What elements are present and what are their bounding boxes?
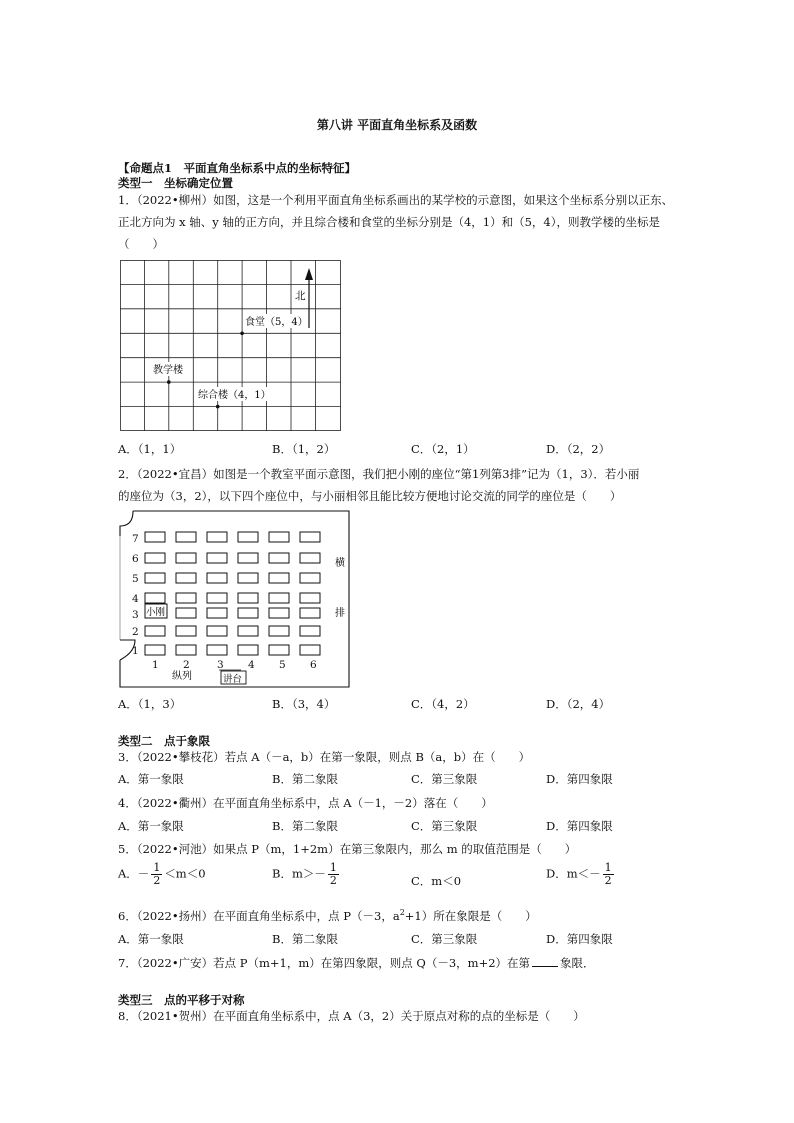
complex-building-point xyxy=(216,405,220,409)
col-label-4: 4 xyxy=(248,659,255,671)
q5-d-prefix: D．m＜－ xyxy=(546,866,601,881)
q6-option-c: C．第三象限 xyxy=(411,932,478,946)
q6-option-b: B．第二象限 xyxy=(272,932,338,946)
q7-answer-blank[interactable] xyxy=(532,966,558,967)
q2-option-c: C．（4，2） xyxy=(411,697,475,711)
col-label-1: 1 xyxy=(152,659,159,671)
section-heading-1: 【命题点1 平面直角坐标系中点的坐标特征】 xyxy=(118,161,356,175)
q3-option-c: C．第三象限 xyxy=(411,772,478,786)
row-axis-label-heng: 横 xyxy=(335,558,345,569)
q1-option-d: D．（2，2） xyxy=(546,442,611,456)
q6-superscript: 2 xyxy=(399,908,405,918)
q2-option-a: A．（1，3） xyxy=(118,697,182,711)
canteen-label: 食堂（5，4） xyxy=(245,317,308,328)
q8-text: 8．（2021•贺州）在平面直角坐标系中，点 A（3，2）关于原点对称的点的坐标是（ ） xyxy=(118,1009,585,1023)
q2-option-d: D．（2，4） xyxy=(546,697,611,711)
row-label-3: 3 xyxy=(132,609,139,621)
q5-a-suffix: ＜m＜0 xyxy=(164,866,206,881)
q2-option-b: B．（3，4） xyxy=(272,697,336,711)
q1-line1: 1．（2022•柳州）如图，这是一个利用平面直角坐标系画出的某学校的示意图，如果这个坐标系分别以正东、 xyxy=(118,193,674,207)
page-title: 第八讲 平面直角坐标系及函数 xyxy=(316,118,478,132)
podium-label: 讲台 xyxy=(223,674,243,685)
north-label: 北 xyxy=(295,290,306,302)
row-label-4: 4 xyxy=(132,593,139,605)
q4-text: 4．（2022•衢州）在平面直角坐标系中，点 A（－1，－2）落在（ ） xyxy=(118,796,493,810)
q5-option-a xyxy=(118,862,206,887)
q3-text: 3．（2022•攀枝花）若点 A（－a，b）在第一象限，则点 B（a，b）在（ ） xyxy=(118,750,531,764)
col-label-5: 5 xyxy=(279,659,286,671)
q4-option-a: A．第一象限 xyxy=(118,819,184,833)
q6-text-post: +1）所在象限是（ ） xyxy=(404,909,537,923)
type1-heading: 类型一 坐标确定位置 xyxy=(118,176,233,190)
q2-classroom-figure xyxy=(119,510,351,688)
complex-building-label: 综合楼（4，1） xyxy=(198,390,271,401)
q1-line3: （ ） xyxy=(118,237,164,251)
fraction-one-half xyxy=(328,862,339,887)
q6-text-pre: 6．（2022•扬州）在平面直角坐标系中，点 P（－3，a xyxy=(118,909,400,923)
fraction-numerator: 1 xyxy=(153,861,161,874)
q5-text: 5．（2022•河池）如果点 P（m，1+2m）在第三象限内，那么 m 的取值范围是（ ） xyxy=(118,842,577,856)
row-axis-label-pai: 排 xyxy=(335,608,345,619)
q3-option-a: A．第一象限 xyxy=(118,772,184,786)
fraction-one-half xyxy=(151,862,162,887)
col-label-2: 2 xyxy=(183,659,190,671)
q4-option-b: B．第二象限 xyxy=(272,819,338,833)
type2-heading: 类型二 点于象限 xyxy=(118,734,210,748)
type3-heading: 类型三 点的平移于对称 xyxy=(118,993,245,1007)
q6-text xyxy=(118,908,537,924)
teaching-building-label: 教学楼 xyxy=(153,365,183,376)
q7-text-post: 象限． xyxy=(560,956,595,970)
q6-option-d: D．第四象限 xyxy=(546,932,613,946)
row-label-5: 5 xyxy=(132,573,139,585)
teaching-building-point xyxy=(167,380,171,384)
fraction-denominator: 2 xyxy=(153,874,161,887)
col-label-3: 3 xyxy=(217,659,224,671)
q7-text-pre: 7．（2022•广安）若点 P（m+1，m）在第四象限，则点 Q（－3，m+2）在第 xyxy=(118,956,531,970)
grid-lines xyxy=(120,260,341,431)
q1-line2: 正北方向为 x 轴、y 轴的正方向，并且综合楼和食堂的坐标分别是（4，1）和（5，4），则教学楼的坐标是 xyxy=(118,215,660,229)
row-label-6: 6 xyxy=(132,553,139,565)
q3-option-d: D．第四象限 xyxy=(546,772,613,786)
fraction-one-half xyxy=(603,862,614,887)
q5-option-c: C．m＜0 xyxy=(411,874,462,888)
column-axis-label: 纵列 xyxy=(172,671,192,682)
q2-line2: 的座位为（3，2），以下四个座位中，与小丽相邻且能比较方便地讨论交流的同学的座位是（ ） xyxy=(118,489,622,503)
desks xyxy=(145,532,320,655)
fraction-denominator: 2 xyxy=(604,874,612,887)
canteen-point xyxy=(240,332,244,336)
col-label-6: 6 xyxy=(310,659,317,671)
q5-option-d xyxy=(546,862,616,887)
q1-option-a: A．（1，1） xyxy=(118,442,182,456)
q7-text xyxy=(118,955,595,971)
q6-option-a: A．第一象限 xyxy=(118,932,184,946)
row-label-1: 1 xyxy=(132,645,139,657)
fraction-numerator: 1 xyxy=(604,861,612,874)
q1-option-c: C．（2，1） xyxy=(411,442,475,456)
q2-line1: 2．（2022•宜昌）如图是一个教室平面示意图，我们把小刚的座位“第1列第3排”记为（1，3）．若小丽 xyxy=(118,467,640,481)
xiaogang-seat-label: 小刚 xyxy=(146,607,166,618)
row-label-7: 7 xyxy=(132,533,139,545)
q3-option-b: B．第二象限 xyxy=(272,772,338,786)
q4-option-c: C．第三象限 xyxy=(411,819,478,833)
q1-school-grid-figure xyxy=(120,260,342,432)
q4-option-d: D．第四象限 xyxy=(546,819,613,833)
row-label-2: 2 xyxy=(132,626,139,638)
q5-option-b xyxy=(272,862,341,887)
fraction-numerator: 1 xyxy=(329,861,337,874)
q5-b-prefix: B．m＞－ xyxy=(272,866,326,881)
q5-a-prefix: A．－ xyxy=(118,866,150,881)
fraction-denominator: 2 xyxy=(329,874,337,887)
q1-option-b: B．（1，2） xyxy=(272,442,336,456)
